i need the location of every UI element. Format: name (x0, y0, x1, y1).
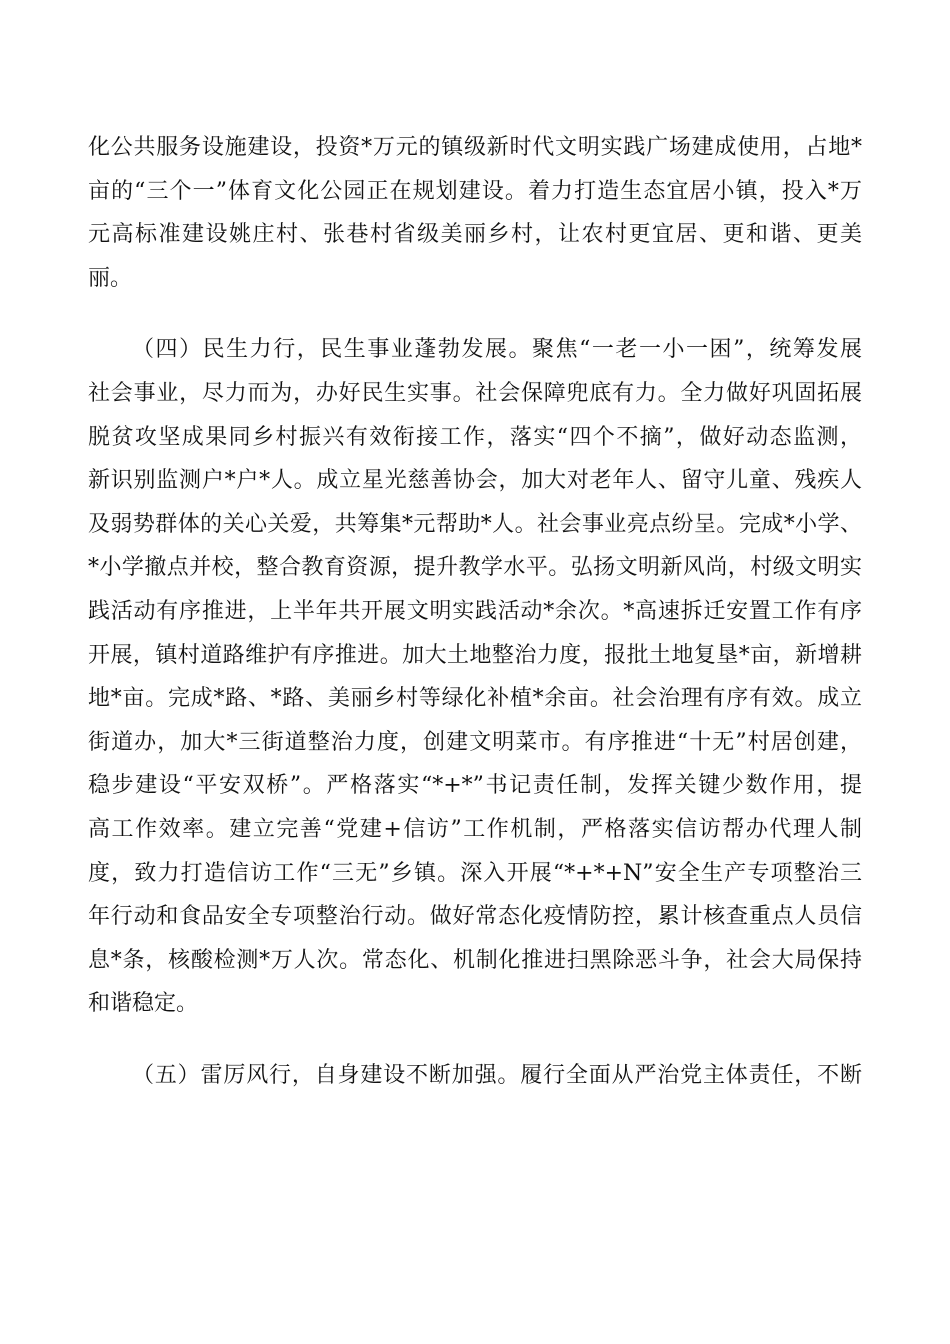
text-line: *小学撤点并校，整合教育资源，提升教学水平。弘扬文明新风尚，村级文明实 (88, 555, 862, 581)
text-line: 息*条，核酸检测*万人次。常态化、机制化推进扫黑除恶斗争，社会大局保持 (88, 947, 862, 973)
text-line: 年行动和食品安全专项整治行动。做好常态化疫情防控，累计核查重点人员信 (88, 904, 862, 930)
text-line: 地*亩。完成*路、*路、美丽乡村等绿化补植*余亩。社会治理有序有效。成立 (88, 686, 862, 712)
paragraph-self-building (88, 1054, 862, 1098)
text-line: 元高标准建设姚庄村、张巷村省级美丽乡村，让农村更宜居、更和谐、更美 (88, 222, 862, 248)
document-body (88, 126, 862, 1097)
paragraph-spacer (88, 300, 862, 328)
text-line: 高工作效率。建立完善“党建+信访”工作机制，严格落实信访帮办代理人制 (88, 816, 862, 842)
text-line: 丽。 (88, 265, 133, 291)
paragraph-spacer (88, 1026, 862, 1054)
text-line: 脱贫攻坚成果同乡村振兴有效衔接工作，落实“四个不摘”，做好动态监测， (88, 424, 862, 450)
text-line: 开展，镇村道路维护有序推进。加大土地整治力度，报批土地复垦*亩，新增耕 (88, 642, 862, 668)
paragraph-public-services (88, 126, 862, 300)
text-line: 社会事业，尽力而为，办好民生实事。社会保障兜底有力。全力做好巩固拓展 (88, 380, 862, 406)
section-heading-line: （四）民生力行，民生事业蓬勃发展。聚焦“一老一小一困”，统筹发展 (132, 337, 862, 363)
text-line: 亩的“三个一”体育文化公园正在规划建设。着力打造生态宜居小镇，投入*万 (88, 178, 862, 204)
text-line: 化公共服务设施建设，投资*万元的镇级新时代文明实践广场建成使用，占地* (88, 135, 862, 160)
paragraph-livelihood (88, 328, 862, 1026)
section-heading-line: （五）雷厉风行，自身建设不断加强。履行全面从严治党主体责任，不断 (132, 1062, 862, 1088)
text-line: 和谐稳定。 (88, 991, 199, 1017)
text-line: 及弱势群体的关心关爱，共筹集*元帮助*人。社会事业亮点纷呈。完成*小学、 (88, 511, 862, 537)
text-line: 稳步建设“平安双桥”。严格落实“*+*”书记责任制，发挥关键少数作用，提 (88, 773, 862, 799)
text-line: 度，致力打造信访工作“三无”乡镇。深入开展“*+*+N”安全生产专项整治三 (88, 860, 862, 886)
text-line: 践活动有序推进，上半年共开展文明实践活动*余次。*高速拆迁安置工作有序 (88, 598, 862, 624)
text-line: 街道办，加大*三街道整治力度，创建文明菜市。有序推进“十无”村居创建， (88, 729, 862, 755)
text-line: 新识别监测户*户*人。成立星光慈善协会，加大对老年人、留守儿童、残疾人 (88, 468, 862, 494)
